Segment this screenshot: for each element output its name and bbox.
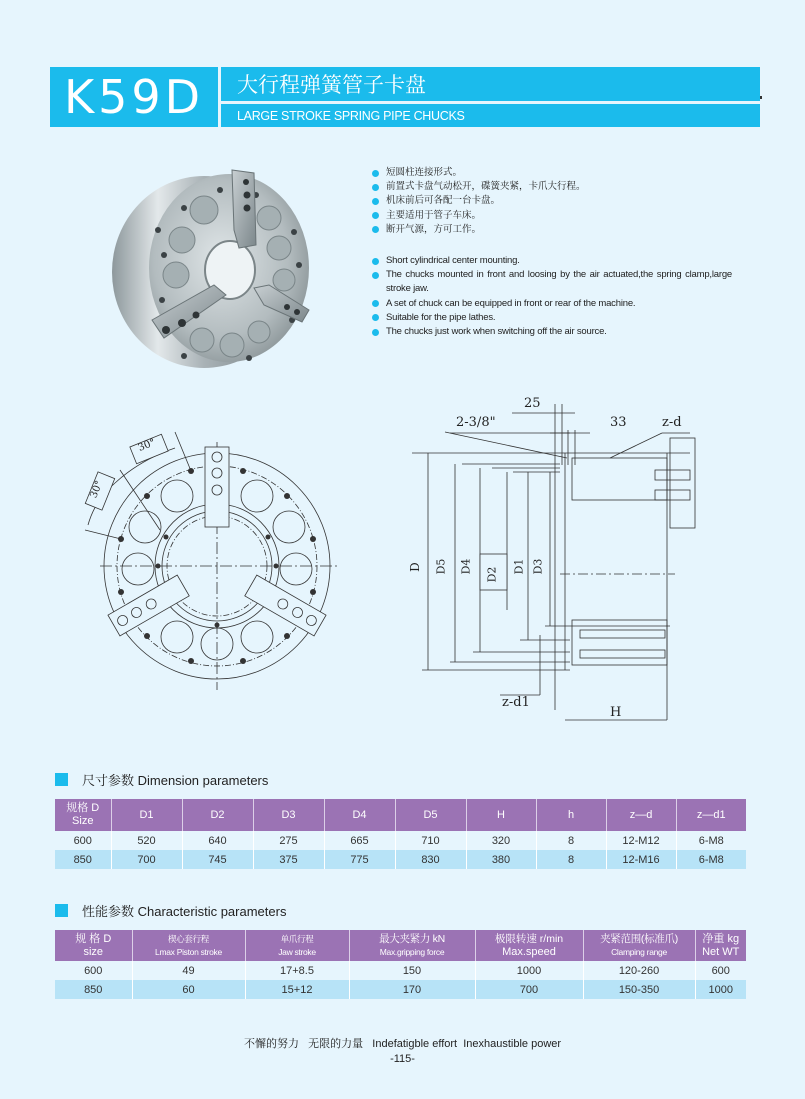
cell: 380 — [466, 850, 536, 869]
product-photo-chuck — [104, 160, 336, 372]
col-header-size: 规格 D Size — [55, 799, 111, 831]
features-list-en — [372, 254, 732, 339]
cell: 12-M12 — [606, 831, 676, 850]
dimension-table — [55, 799, 746, 869]
col-header-jaw-stroke: 单爪行程 Jaw stroke — [245, 930, 349, 961]
feature-item: 前置式卡盘气动松开，碟簧夹紧，卡爪大行程。 — [372, 180, 732, 194]
cell: 17+8.5 — [245, 961, 349, 980]
table-row — [55, 980, 746, 999]
cell: 665 — [324, 831, 395, 850]
cell: 745 — [182, 850, 253, 869]
front-view-drawing — [80, 420, 360, 700]
col-header-zd1: z—d1 — [676, 799, 746, 831]
dim-label-D4: D4 — [459, 558, 473, 575]
cell: 600 — [55, 961, 132, 980]
cell: 275 — [253, 831, 324, 850]
cell: 700 — [111, 850, 182, 869]
cell: 170 — [349, 980, 475, 999]
section-marker-icon — [55, 904, 68, 917]
side-section-drawing — [400, 390, 710, 730]
cell: 8 — [536, 831, 606, 850]
characteristic-table — [55, 930, 746, 999]
product-title-cn: 大行程弹簧管子卡盘 — [221, 67, 760, 101]
cell: 850 — [55, 980, 132, 999]
cell: 60 — [132, 980, 245, 999]
cell: 120-260 — [583, 961, 695, 980]
dim-label-zd: z-d — [662, 415, 682, 430]
col-header-size: 规 格 D size — [55, 930, 132, 961]
col-header-clamping-range: 夹紧范围(标准爪) Clamping range — [583, 930, 695, 961]
feature-item: Short cylindrical center mounting. — [372, 254, 732, 268]
section-marker-icon — [55, 773, 68, 786]
cell: 49 — [132, 961, 245, 980]
cell: 710 — [395, 831, 466, 850]
table-header-row — [55, 799, 746, 831]
table-row — [55, 831, 746, 850]
cell: 600 — [695, 961, 746, 980]
cell: 775 — [324, 850, 395, 869]
cell: 850 — [55, 850, 111, 869]
dim-label-thread: 2-3/8" — [456, 415, 496, 430]
col-header-net-weight: 净重 kg Net WT — [695, 930, 746, 961]
cell: 6-M8 — [676, 850, 746, 869]
col-header-H: H — [466, 799, 536, 831]
col-header-max-speed: 极限转速 r/min Max.speed — [475, 930, 583, 961]
product-title-en: LARGE STROKE SPRING PIPE CHUCKS — [221, 104, 760, 127]
cell: 150 — [349, 961, 475, 980]
section-title: 尺寸参数 Dimension parameters — [82, 773, 269, 788]
dim-label-33: 33 — [610, 415, 627, 430]
table-header-row — [55, 930, 746, 961]
cell: 830 — [395, 850, 466, 869]
col-header-zd: z—d — [606, 799, 676, 831]
dim-label-D3: D3 — [531, 558, 545, 575]
col-header-d5: D5 — [395, 799, 466, 831]
col-header-gripping-force: 最大夹紧力 kN Max.gripping force — [349, 930, 475, 961]
cell: 6-M8 — [676, 831, 746, 850]
cell: 600 — [55, 831, 111, 850]
characteristic-section-heading — [55, 901, 286, 920]
features-list-cn — [372, 166, 732, 237]
feature-item: 机床前后可各配一台卡盘。 — [372, 194, 732, 208]
cell: 520 — [111, 831, 182, 850]
model-number-badge: K59D — [50, 67, 218, 127]
cell: 700 — [475, 980, 583, 999]
dim-label-D1: D1 — [512, 558, 526, 575]
feature-item: 主要适用于管子车床。 — [372, 209, 732, 223]
col-header-d1: D1 — [111, 799, 182, 831]
dim-label-H: H — [610, 705, 622, 720]
cell: 8 — [536, 850, 606, 869]
cell: 1000 — [475, 961, 583, 980]
cell: 375 — [253, 850, 324, 869]
dim-label-D: D — [407, 562, 422, 572]
col-header-piston-stroke: 楔心套行程 Lmax Piston stroke — [132, 930, 245, 961]
footer-slogan: 不懈的努力 无限的力量 Indefatigble effort Inexhaustible power — [243, 1038, 562, 1050]
dimension-section-heading — [55, 770, 268, 789]
section-title: 性能参数 Characteristic parameters — [82, 904, 287, 919]
col-header-d3: D3 — [253, 799, 324, 831]
feature-item: The chucks mounted in front and loosing by the air actuated,the spring clamp,large stroke jaw. — [372, 268, 732, 296]
cell: 12-M16 — [606, 850, 676, 869]
col-header-h: h — [536, 799, 606, 831]
dim-label-D5: D5 — [434, 558, 448, 575]
cell: 15+12 — [245, 980, 349, 999]
dim-label-D2: D2 — [485, 566, 499, 583]
cell: 1000 — [695, 980, 746, 999]
feature-item: The chucks just work when switching off the air source. — [372, 325, 732, 339]
feature-item: 断开气源，方可工作。 — [372, 223, 732, 237]
table-row — [55, 850, 746, 869]
cell: 150-350 — [583, 980, 695, 999]
table-row — [55, 961, 746, 980]
feature-item: Suitable for the pipe lathes. — [372, 311, 732, 325]
dim-label-25: 25 — [524, 396, 541, 411]
page-number: -115- — [390, 1053, 415, 1065]
angle-label: 30° — [88, 479, 106, 500]
col-header-d4: D4 — [324, 799, 395, 831]
feature-item: A set of chuck can be equipped in front or rear of the machine. — [372, 297, 732, 311]
angle-label: 30° — [136, 437, 158, 454]
cell: 640 — [182, 831, 253, 850]
feature-item: 短圆柱连接形式。 — [372, 166, 732, 180]
cell: 320 — [466, 831, 536, 850]
dim-label-zd1: z-d1 — [502, 695, 530, 710]
col-header-d2: D2 — [182, 799, 253, 831]
edge-mark — [760, 96, 762, 99]
